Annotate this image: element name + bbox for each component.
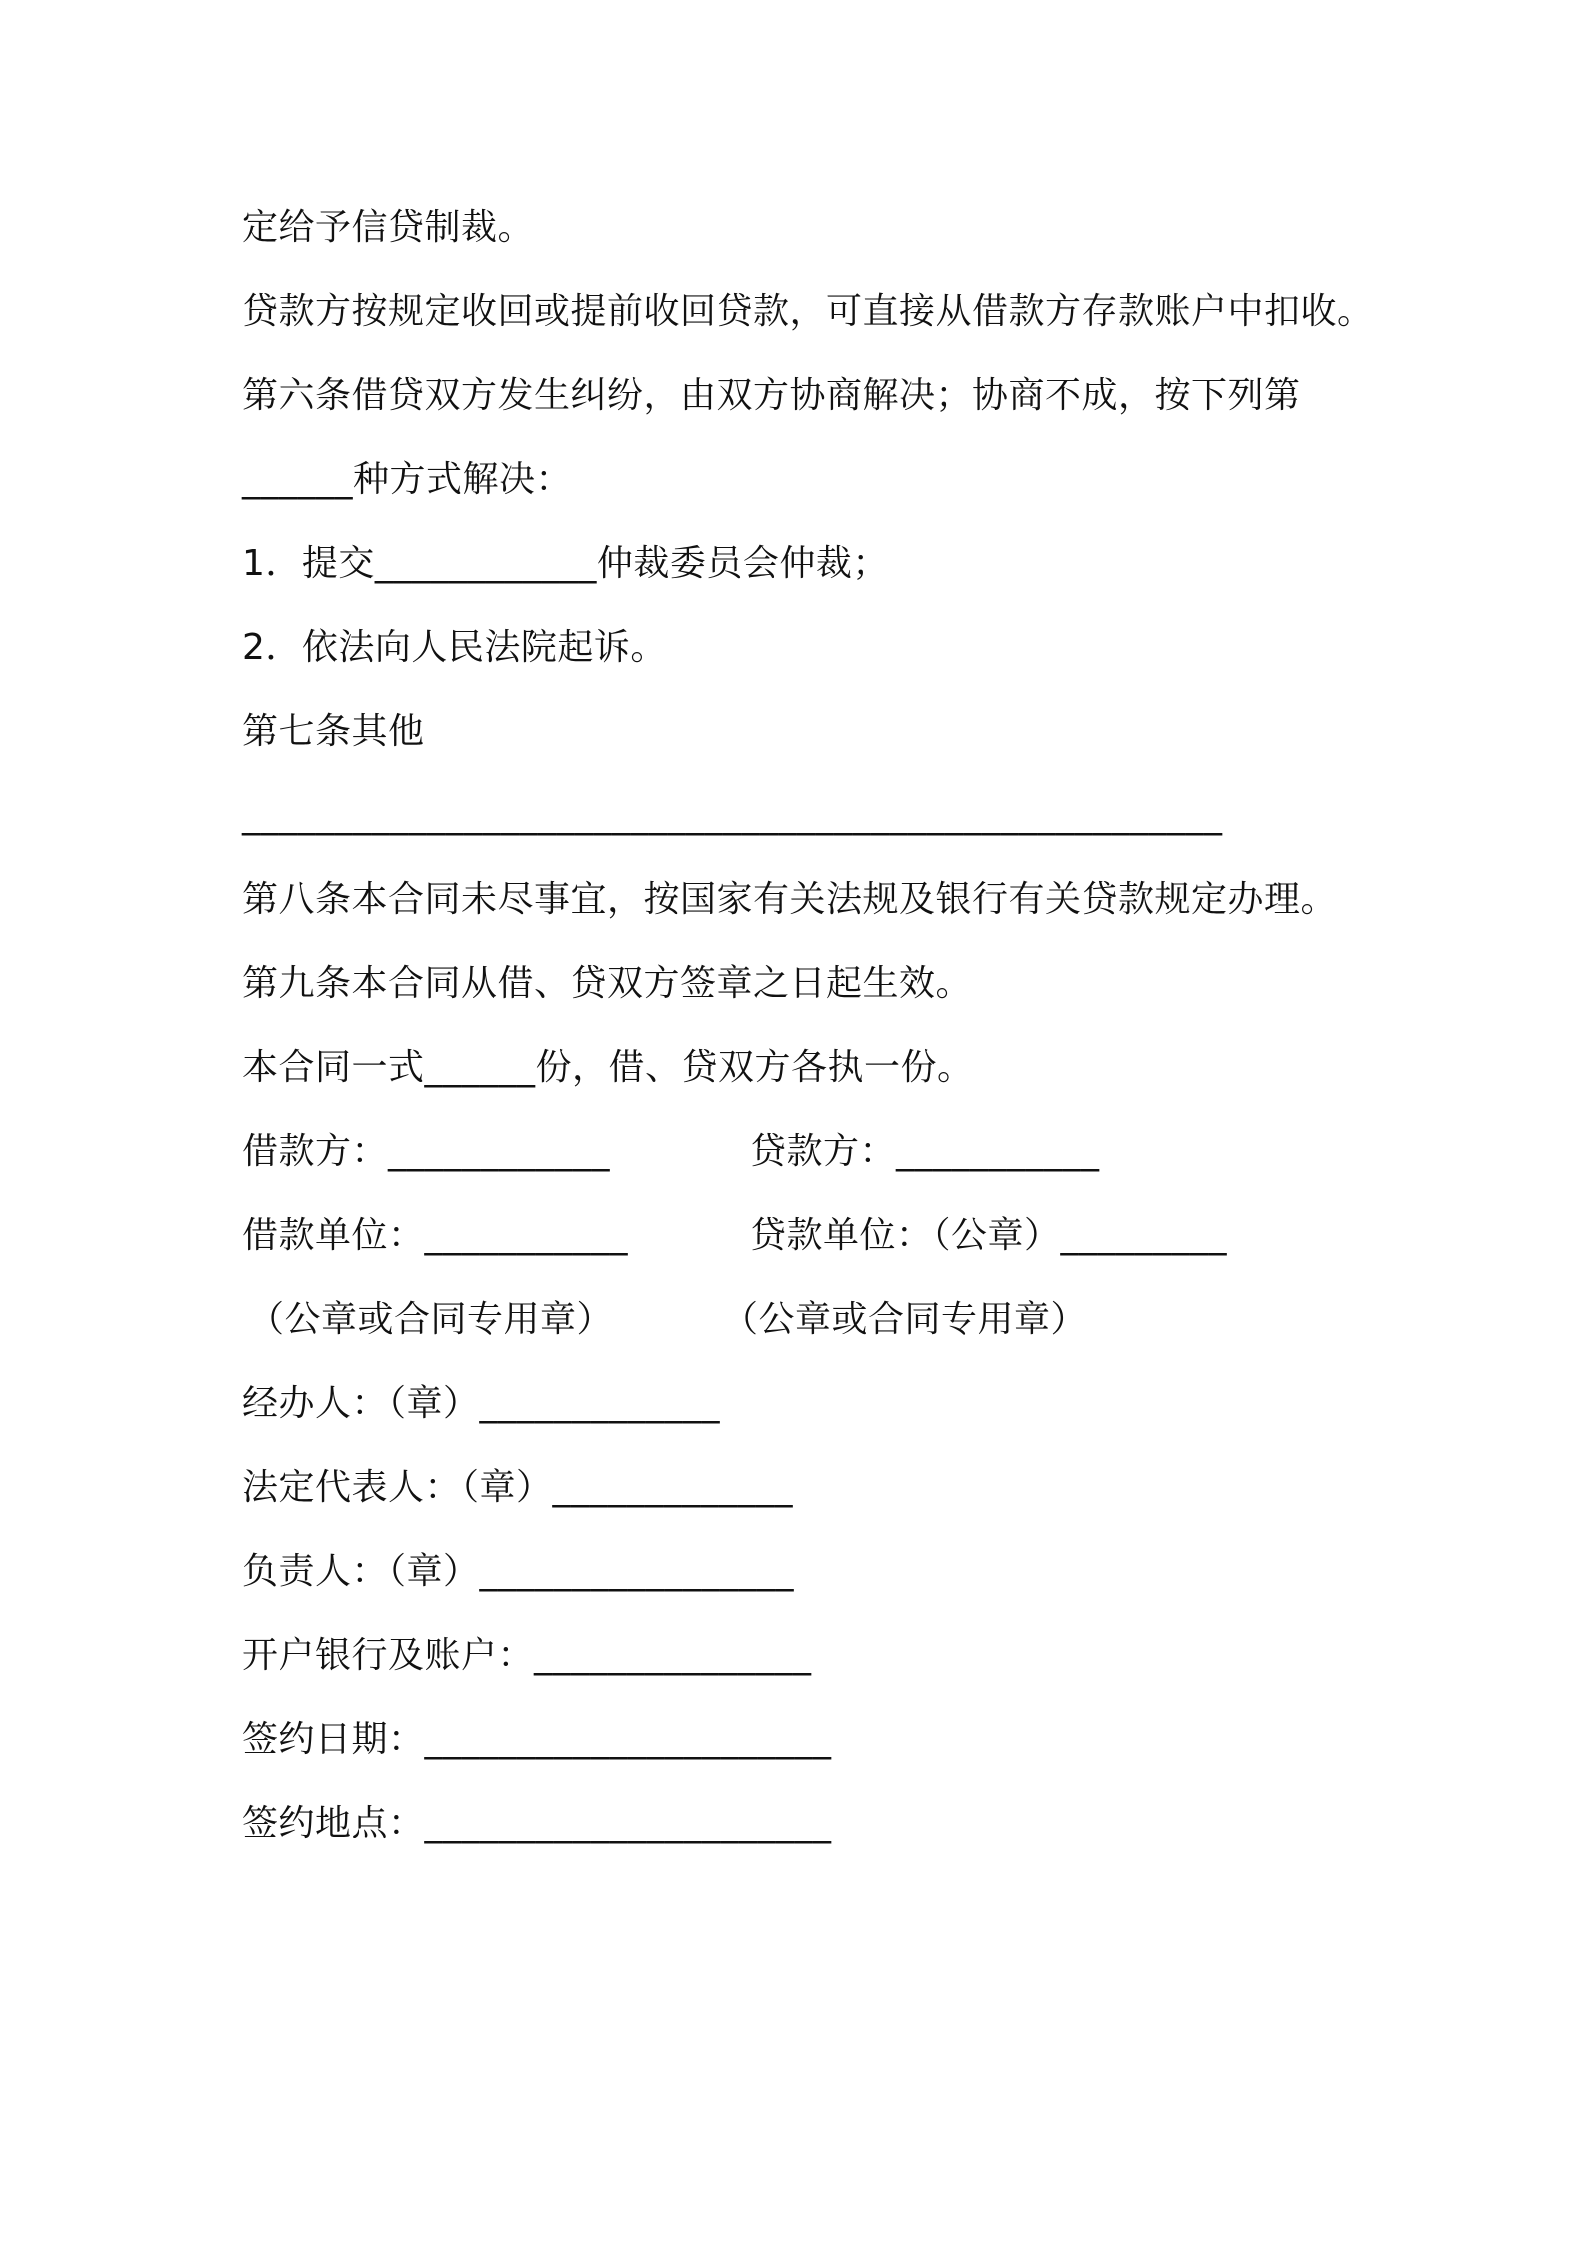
signing-place-field: 签约地点：______________________: [242, 1803, 832, 1844]
text-line-loan-recovery: 贷款方按规定收回或提前收回贷款，可直接从借款方存款账户中扣收。: [242, 291, 1374, 332]
text-line-credit-sanction: 定给予信贷制裁。: [242, 207, 535, 248]
bank-account-field: 开户银行及账户：_______________: [242, 1635, 812, 1676]
contract-copies: 本合同一式______份，借、贷双方各执一份。: [242, 1047, 974, 1088]
signature-legal-representative: 法定代表人：（章）_____________: [242, 1467, 794, 1508]
clause-6-option-arbitration: 1．提交____________仲裁委员会仲裁；: [242, 543, 889, 584]
clause-8-unspecified-matters: 第八条本合同未尽事宜，按国家有关法规及银行有关贷款规定办理。: [242, 879, 1338, 920]
clause-7-blank-line: _____________________________________________________: [242, 795, 1223, 836]
clause-6-resolution-method: ______种方式解决：: [242, 459, 573, 500]
signature-borrower: 借款方：____________: [242, 1131, 611, 1172]
clause-7-other: 第七条其他: [242, 711, 425, 752]
signature-borrower-unit: 借款单位：___________: [242, 1215, 629, 1256]
borrower-seal-note: （公章或合同专用章）: [248, 1299, 614, 1340]
clause-9-effective-date: 第九条本合同从借、贷双方签章之日起生效。: [242, 963, 973, 1004]
signing-date-field: 签约日期：______________________: [242, 1719, 832, 1760]
clause-6-option-court: 2．依法向人民法院起诉。: [242, 627, 667, 668]
signature-lender: 贷款方：___________: [750, 1131, 1100, 1172]
signature-lender-unit: 贷款单位：（公章）_________: [750, 1215, 1228, 1256]
signature-handler: 经办人：（章）_____________: [242, 1383, 721, 1424]
signature-responsible-person: 负责人：（章）_________________: [242, 1551, 795, 1592]
clause-6-dispute: 第六条借贷双方发生纠纷，由双方协商解决；协商不成，按下列第: [242, 375, 1301, 416]
lender-seal-note: （公章或合同专用章）: [722, 1299, 1088, 1340]
